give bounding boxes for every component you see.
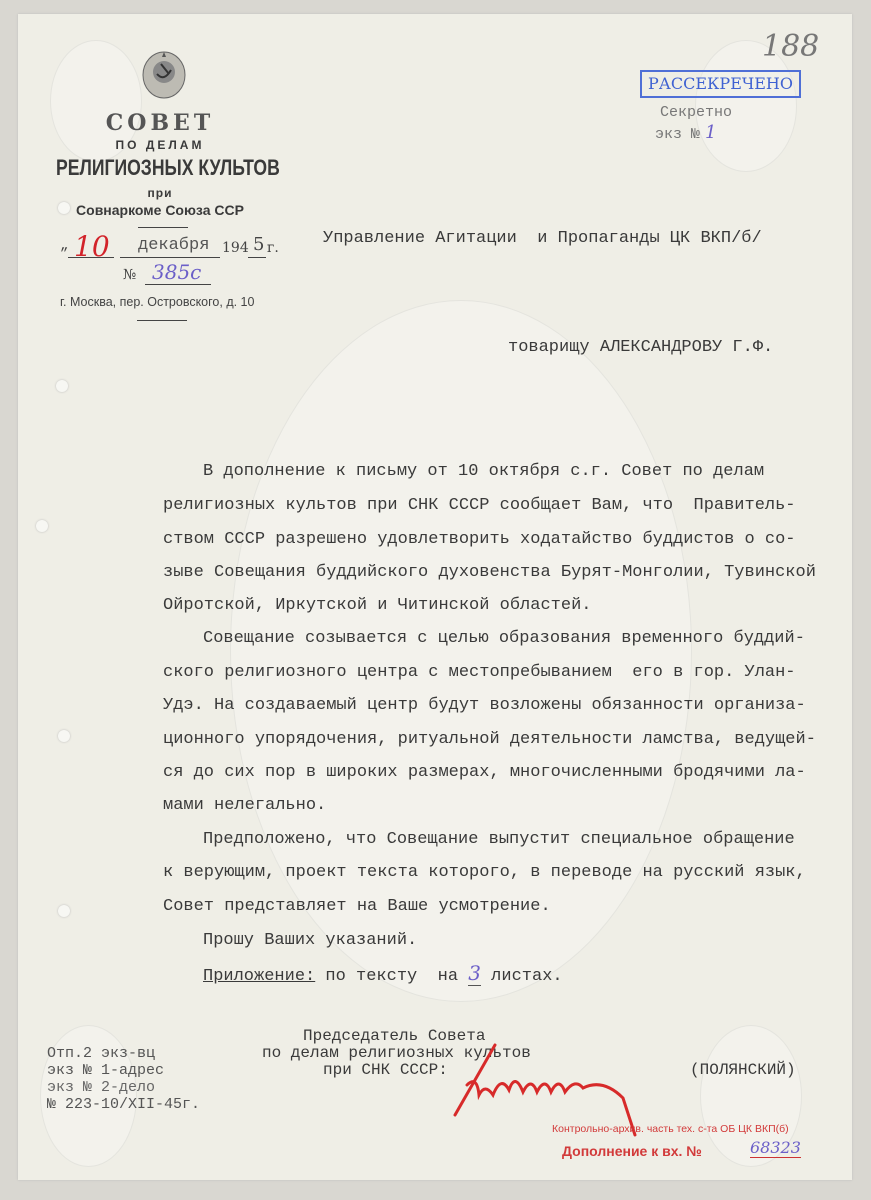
dispatch-note-line4: № 223-10/XII-45г. xyxy=(47,1096,201,1113)
underline xyxy=(145,284,211,285)
date-year-prefix: 194 xyxy=(222,240,249,256)
body-line: Предположено, что Совещание выпустит специальное обращение xyxy=(203,830,795,849)
addressee-person: товарищу АЛЕКСАНДРОВУ Г.Ф. xyxy=(508,338,774,357)
signatory-name: (ПОЛЯНСКИЙ) xyxy=(690,1061,796,1079)
body-line: Удэ. На создаваемый центр будут возложены обязанности организа- xyxy=(163,696,806,715)
org-name-line4: при xyxy=(147,186,173,200)
underline xyxy=(248,257,266,258)
dispatch-note-line3: экз № 2-дело xyxy=(47,1079,156,1096)
number-label: № xyxy=(123,267,137,283)
body-line: В дополнение к письму от 10 октября с.г. Совет по делам xyxy=(203,462,765,481)
outgoing-number: 385с xyxy=(152,260,202,284)
copy-label: экз № xyxy=(655,126,701,143)
date-g: г. xyxy=(267,240,279,256)
body-line: религиозных культов при СНК СССР сообщает Вам, что Правитель- xyxy=(163,496,796,515)
org-name-line5: Совнаркоме Союза ССР xyxy=(76,202,244,218)
body-line: ся до сих пор в широких размерах, многочисленными бродячими ла- xyxy=(163,763,806,782)
archive-stamp-number: 68323 xyxy=(750,1138,801,1157)
secrecy-mark: Секретно xyxy=(660,104,733,121)
copy-number: 1 xyxy=(705,122,717,143)
archive-stamp-line2: Дополнение к вх. № xyxy=(562,1143,702,1159)
dispatch-note-line2: экз № 1-адрес xyxy=(47,1062,165,1079)
body-line: мами нелегально. xyxy=(163,796,327,815)
underline xyxy=(68,257,114,258)
date-year-suffix: 5 xyxy=(253,234,265,255)
body-line: ского религиозного центра с местопребыванием его в гор. Улан- xyxy=(163,663,796,682)
page-number: 188 xyxy=(762,29,820,64)
attachment-line xyxy=(203,961,563,986)
underline xyxy=(120,257,220,258)
body-line: Совет представляет на Ваше усмотрение. xyxy=(163,897,551,916)
body-line: Ойротской, Иркутской и Читинской областей. xyxy=(163,596,592,615)
org-name-line1: СОВЕТ xyxy=(105,110,215,136)
signatory-title-line3: при СНК СССР: xyxy=(323,1061,448,1079)
body-line: к верующим, проект текста которого, в переводе на русский язык, xyxy=(163,863,806,882)
ussr-emblem-icon xyxy=(141,50,187,100)
org-address: г. Москва, пер. Островского, д. 10 xyxy=(60,295,255,309)
org-name-line3: РЕЛИГИОЗНЫХ КУЛЬТОВ xyxy=(56,155,280,180)
org-name-line2: ПО ДЕЛАМ xyxy=(115,138,205,152)
declassified-stamp: РАССЕКРЕЧЕНО xyxy=(640,70,801,98)
punch-hole xyxy=(58,905,70,917)
attachment-text: листах. xyxy=(480,967,563,986)
attachment-text: по тексту на xyxy=(315,967,469,986)
signatory-title-line1: Председатель Совета xyxy=(303,1027,486,1045)
dispatch-note-line1: Отп.2 экз-вц xyxy=(47,1045,156,1062)
date-day: 10 xyxy=(74,230,110,263)
punch-hole xyxy=(58,730,70,742)
addressee-department: Управление Агитации и Пропаганды ЦК ВКП/б/ xyxy=(323,229,762,248)
divider xyxy=(138,227,188,228)
signatory-title-line2: по делам религиозных культов xyxy=(262,1044,531,1062)
attachment-label: Приложение: xyxy=(203,967,316,986)
body-line: зыве Совещания буддийского духовенства Бурят-Монголии, Тувинской xyxy=(163,563,816,582)
punch-hole xyxy=(56,380,68,392)
date-quote: „ xyxy=(60,238,69,254)
divider xyxy=(137,320,187,321)
date-month: декабря xyxy=(138,236,210,255)
punch-hole xyxy=(36,520,48,532)
body-line: Прошу Ваших указаний. xyxy=(203,931,418,950)
body-line: ством СССР разрешено удовлетворить ходатайство буддистов о со- xyxy=(163,530,796,549)
body-line: ционного упорядочения, ритуальной деятельности ламства, ведущей- xyxy=(163,730,816,749)
attachment-count: 3 xyxy=(468,961,481,985)
archive-stamp-line1: Контрольно-архив. часть тех. с-та ОБ ЦК ВКП(б) xyxy=(552,1123,789,1135)
body-line: Совещание созывается с целью образования временного буддий- xyxy=(203,629,805,648)
